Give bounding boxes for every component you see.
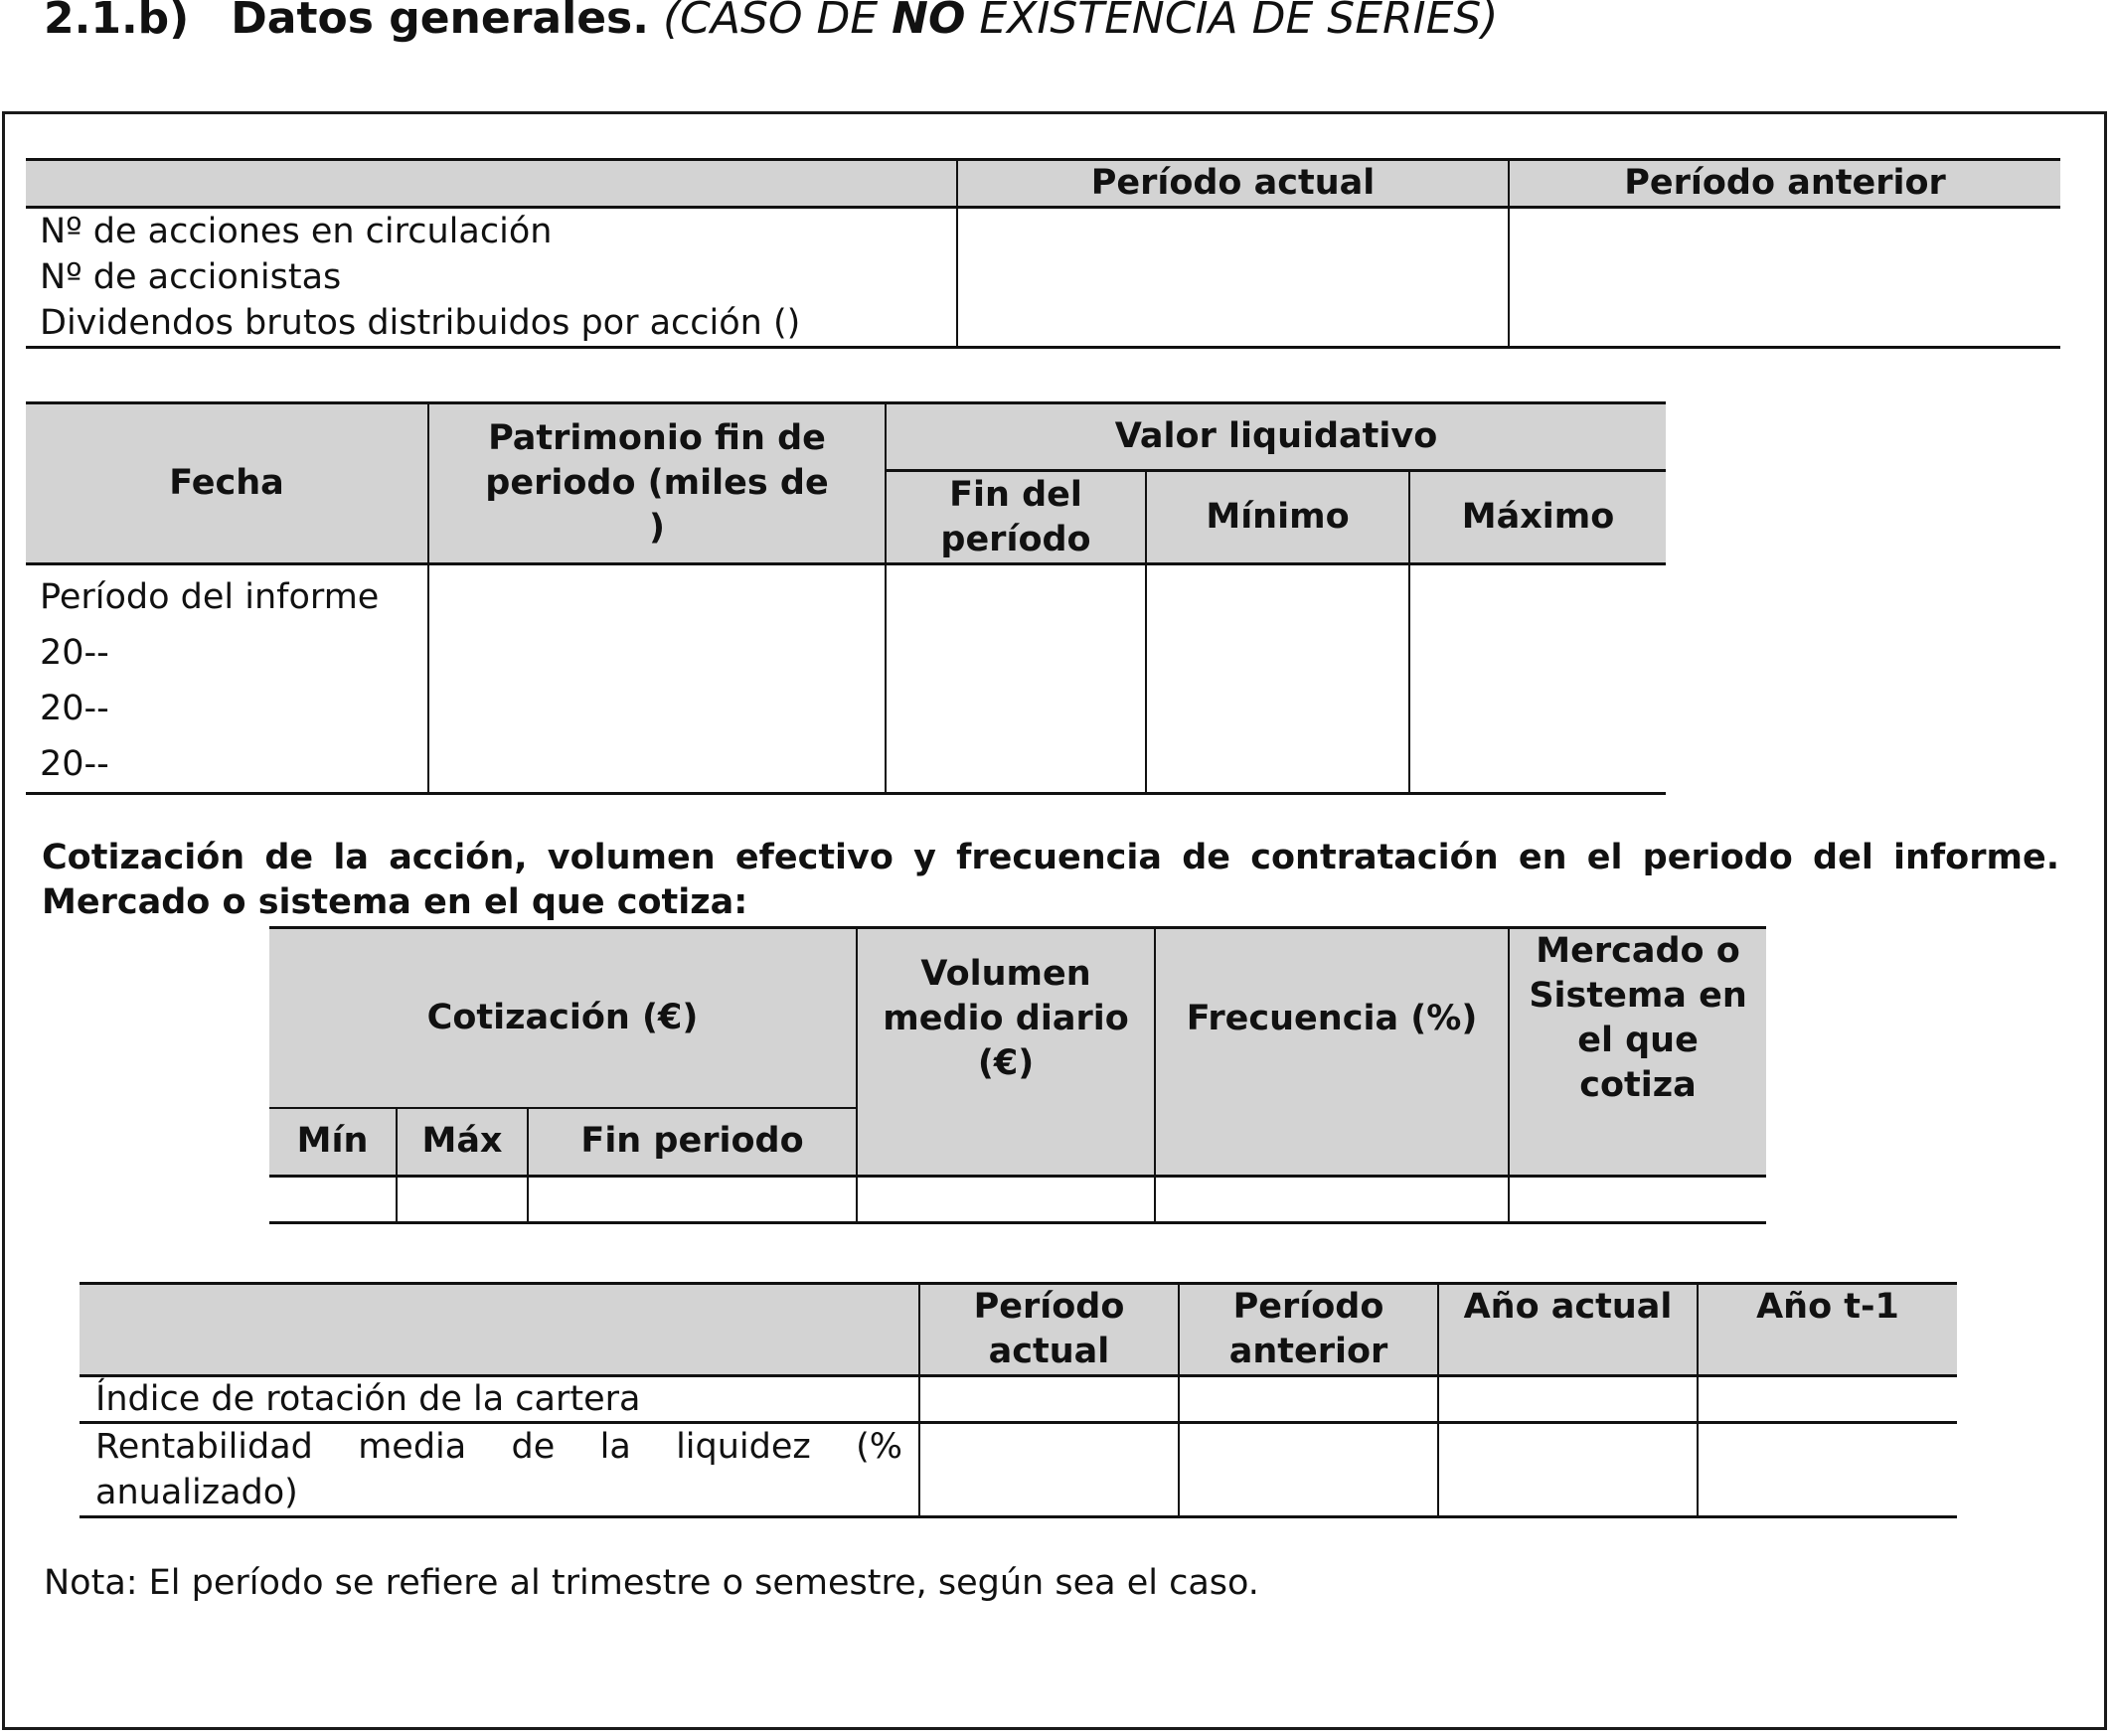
row-acciones-circulacion: Nº de acciones en circulación — [40, 212, 553, 251]
row-year-2: 20-- — [40, 689, 109, 728]
shares-header-previous: Período anterior — [1509, 160, 2060, 208]
rot-header-periodo-actual: Período actual — [919, 1284, 1179, 1376]
shares-header-blank — [26, 160, 957, 208]
col-frecuencia: Frecuencia (%) — [1155, 928, 1509, 1109]
nav-row-labels — [26, 564, 428, 794]
rot-header-ano-t1: Año t-1 — [1698, 1284, 1957, 1376]
shares-current-cell[interactable] — [957, 208, 1509, 348]
col-fecha: Fecha — [26, 403, 428, 564]
rot-cell-2-2[interactable] — [1179, 1423, 1438, 1517]
title-note-prefix: (CASO DE — [662, 0, 879, 44]
rot-header-periodo-anterior: Período anterior — [1179, 1284, 1438, 1376]
rot-cell-1-1[interactable] — [919, 1376, 1179, 1423]
rot-cell-1-4[interactable] — [1698, 1376, 1957, 1423]
rot-cell-2-1[interactable] — [919, 1423, 1179, 1517]
frecuencia-sub-blank — [1155, 1108, 1509, 1176]
row-year-3: 20-- — [40, 744, 109, 784]
col-fin-periodo-cot: Fin periodo — [528, 1108, 857, 1176]
nav-max-cell[interactable] — [1409, 564, 1666, 794]
col-cotizacion: Cotización (€) — [269, 928, 857, 1109]
footnote: Nota: El período se refiere al trimestre o semestre, según sea el caso. — [44, 1563, 1259, 1603]
col-patrimonio: Patrimonio fin de periodo (miles de ) — [428, 403, 886, 564]
title-note-bold: NO — [892, 0, 966, 44]
rotation-table — [80, 1282, 1957, 1518]
shares-header-current: Período actual — [957, 160, 1509, 208]
rot-cell-2-3[interactable] — [1438, 1423, 1698, 1517]
quotation-table — [269, 926, 1766, 1224]
cot-min-cell[interactable] — [269, 1176, 397, 1222]
shares-row-labels — [26, 208, 957, 348]
col-volumen: Volumen medio diario (€) — [857, 928, 1155, 1109]
col-fin-periodo: Fin del período — [886, 471, 1146, 564]
section-cotizacion-text: Cotización de la acción, volumen efectivo y frecuencia de contratación en el periodo del informe. Mercado o sistema en el que cotiza: — [42, 838, 2059, 922]
col-min: Mín — [269, 1108, 397, 1176]
rot-header-ano-actual: Año actual — [1438, 1284, 1698, 1376]
row-accionistas: Nº de accionistas — [40, 257, 342, 297]
title-note-suffix: EXISTENCIA DE SERIES) — [979, 0, 1499, 44]
col-max: Máx — [397, 1108, 528, 1176]
page-title — [44, 0, 1498, 46]
row-year-1: 20-- — [40, 633, 109, 673]
row-periodo-informe: Período del informe — [40, 577, 380, 617]
cot-mercado-cell[interactable] — [1509, 1176, 1766, 1222]
nav-fin-cell[interactable] — [886, 564, 1146, 794]
rot-cell-1-3[interactable] — [1438, 1376, 1698, 1423]
nav-patrimonio-cell[interactable] — [428, 564, 886, 794]
rot-header-blank — [80, 1284, 919, 1376]
group-valor-liquidativo: Valor liquidativo — [886, 403, 1666, 471]
title-heading: Datos generales. — [231, 0, 649, 44]
row-indice-rotacion: Índice de rotación de la cartera — [80, 1376, 919, 1423]
nav-min-cell[interactable] — [1146, 564, 1409, 794]
cot-fin-cell[interactable] — [528, 1176, 857, 1222]
col-maximo: Máximo — [1409, 471, 1666, 564]
rot-cell-2-4[interactable] — [1698, 1423, 1957, 1517]
title-number: 2.1.b) — [44, 0, 190, 44]
row-rentabilidad-liquidez: Rentabilidad media de la liquidez (% anualizado) — [80, 1423, 919, 1517]
volumen-sub-blank — [857, 1108, 1155, 1176]
nav-table — [26, 401, 1666, 795]
col-minimo: Mínimo — [1146, 471, 1409, 564]
rot-cell-1-2[interactable] — [1179, 1376, 1438, 1423]
shares-previous-cell[interactable] — [1509, 208, 2060, 348]
col-mercado: Mercado o Sistema en el que cotiza — [1509, 928, 1766, 1109]
mercado-sub-blank — [1509, 1108, 1766, 1176]
cot-max-cell[interactable] — [397, 1176, 528, 1222]
row-dividendos: Dividendos brutos distribuidos por acción () — [40, 303, 801, 343]
cot-volumen-cell[interactable] — [857, 1176, 1155, 1222]
cot-frecuencia-cell[interactable] — [1155, 1176, 1509, 1222]
shares-table — [26, 158, 2060, 349]
